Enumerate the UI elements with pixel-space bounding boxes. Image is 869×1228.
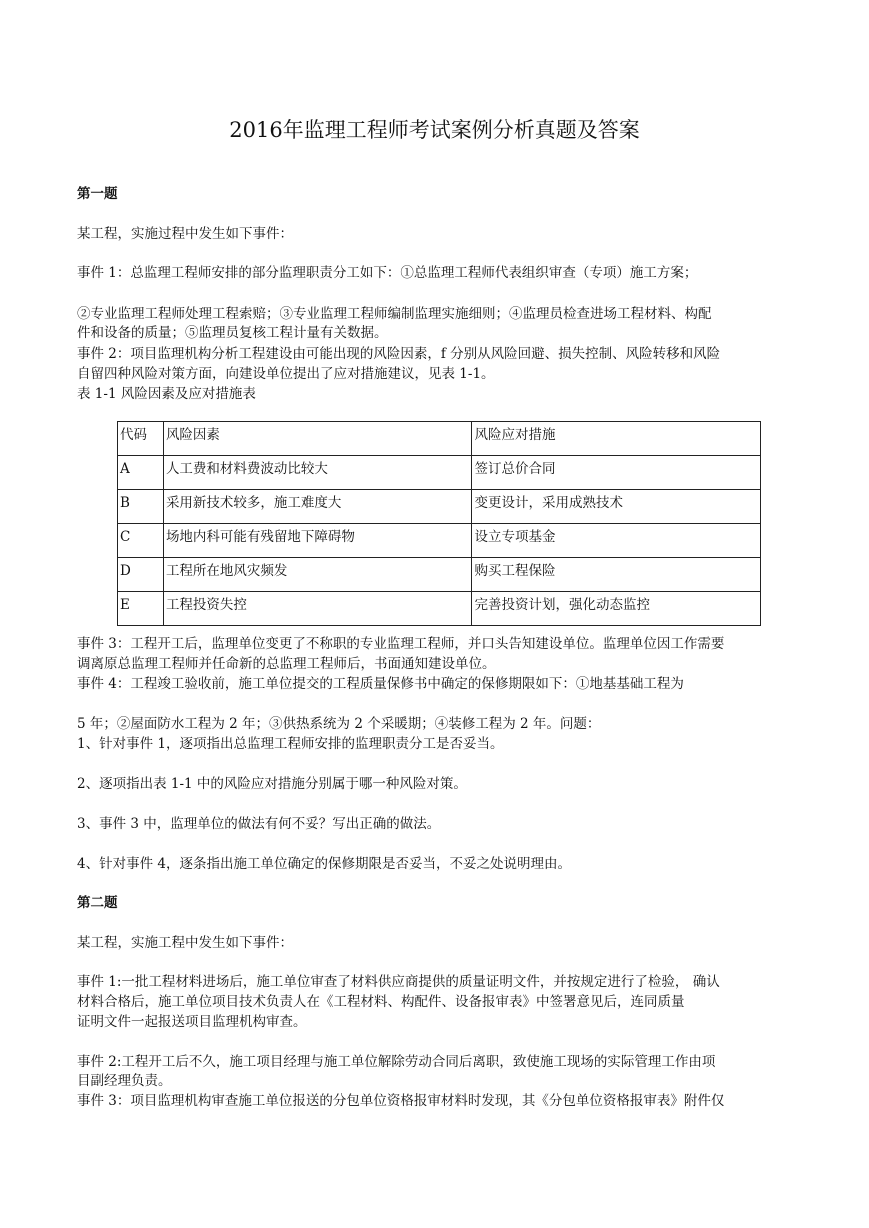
q1-event4-line1: 事件 4：工程竣工验收前，施工单位提交的工程质量保修书中确定的保修期限如下：①地基基础工程为 xyxy=(77,676,684,692)
risk-table xyxy=(117,421,761,626)
table-header-cell: 代码 xyxy=(118,422,164,456)
q2-event2-line2: 目副经理负责。 xyxy=(77,1073,172,1089)
table-cell-code: E xyxy=(118,592,164,626)
q1-event1-line1: 事件 1：总监理工程师安排的部分监理职责分工如下：①总监理工程师代表组织审查（专项）施工方案； xyxy=(77,265,698,281)
table-cell-code: B xyxy=(118,490,164,524)
table-header-cell: 风险应对措施 xyxy=(472,422,761,456)
q1-event4-line2: 5 年；②屋面防水工程为 2 年；③供热系统为 2 个采暖期；④装修工程为 2 年。问题： xyxy=(77,716,601,732)
q1-event3-line2: 调离原总监理工程师并任命新的总监理工程师后，书面通知建设单位。 xyxy=(77,656,496,672)
table-cell-measure: 完善投资计划，强化动态监控 xyxy=(472,592,761,626)
table-cell-measure: 签订总价合同 xyxy=(472,456,761,490)
table-cell-measure: 购买工程保险 xyxy=(472,558,761,592)
q1-event2-line1: 事件 2：项目监理机构分析工程建设由可能出现的风险因素，f 分别从风险回避、损失控制、风险转移和风险 xyxy=(77,346,721,362)
q2-event2-line1: 事件 2:工程开工后不久，施工项目经理与施工单位解除劳动合同后离职，致使施工现场的实际管理工作由项 xyxy=(77,1054,716,1070)
document-title: 2016年监理工程师考试案例分析真题及答案 xyxy=(229,118,640,142)
table-cell-code: C xyxy=(118,524,164,558)
table-cell-risk: 工程所在地风灾频发 xyxy=(163,558,472,592)
q1-question-1: 1、针对事件 1，逐项指出总监理工程师安排的监理职责分工是否妥当。 xyxy=(77,736,504,752)
table-row xyxy=(118,490,761,524)
table-cell-risk: 采用新技术较多，施工难度大 xyxy=(163,490,472,524)
q2-event1-line1: 事件 1:一批工程材料进场后，施工单位审查了材料供应商提供的质量证明文件，并按规定进行了检验， 确认 xyxy=(77,974,720,990)
table-row xyxy=(118,456,761,490)
table-cell-code: D xyxy=(118,558,164,592)
table-row xyxy=(118,558,761,592)
table-caption: 表 1-1 风险因素及应对措施表 xyxy=(77,386,256,402)
q1-question-3: 3、事件 3 中，监理单位的做法有何不妥？写出正确的做法。 xyxy=(77,816,441,832)
table-cell-risk: 场地内科可能有残留地下障碍物 xyxy=(163,524,472,558)
table-header-cell: 风险因素 xyxy=(163,422,472,456)
q1-event1-line2: ②专业监理工程师处理工程索赔；③专业监理工程师编制监理实施细则；④监理员检查进场工程材料、构配 xyxy=(77,306,712,322)
q2-intro: 某工程，实施工程中发生如下事件： xyxy=(77,935,293,951)
table-cell-risk: 人工费和材料费波动比较大 xyxy=(163,456,472,490)
q2-event3-line1: 事件 3：项目监理机构审查施工单位报送的分包单位资格报审材料时发现，其《分包单位资格报审表》附件仅 xyxy=(77,1093,725,1109)
table-row xyxy=(118,524,761,558)
question-1-heading: 第一题 xyxy=(77,186,118,202)
q1-question-4: 4、针对事件 4，逐条指出施工单位确定的保修期限是否妥当，不妥之处说明理由。 xyxy=(77,856,571,872)
table-cell-measure: 变更设计，采用成熟技术 xyxy=(472,490,761,524)
table-cell-risk: 工程投资失控 xyxy=(163,592,472,626)
q2-event1-line2: 材料合格后，施工单位项目技术负责人在《工程材料、构配件、设备报审表》中签署意见后，连同质量 xyxy=(77,994,685,1010)
q1-question-2: 2、逐项指出表 1-1 中的风险应对措施分别属于哪一种风险对策。 xyxy=(77,776,467,792)
q1-event2-line2: 自留四种风险对策方面，向建设单位提出了应对措施建议，见表 1-1。 xyxy=(77,366,495,382)
table-cell-code: A xyxy=(118,456,164,490)
question-2-heading: 第二题 xyxy=(77,895,118,911)
q1-event3-line1: 事件 3：工程开工后，监理单位变更了不称职的专业监理工程师，并口头告知建设单位。监理单位因工作需要 xyxy=(77,636,725,652)
q2-event1-line3: 证明文件一起报送项目监理机构审查。 xyxy=(77,1014,307,1030)
q1-event1-line3: 件和设备的质量；⑤监理员复核工程计量有关数据。 xyxy=(77,325,388,341)
q1-intro: 某工程，实施过程中发生如下事件： xyxy=(77,226,293,242)
table-header-row xyxy=(118,422,761,456)
table-cell-measure: 设立专项基金 xyxy=(472,524,761,558)
table-row xyxy=(118,592,761,626)
